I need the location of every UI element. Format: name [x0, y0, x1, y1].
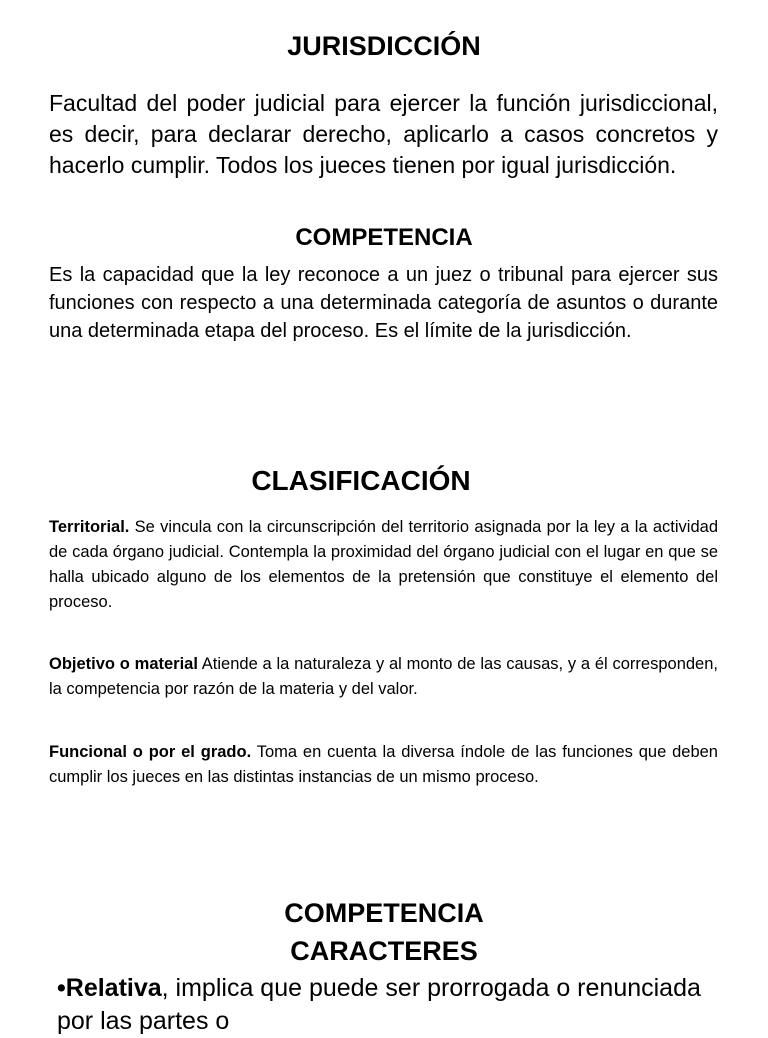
competencia-definition: Es la capacidad que la ley reconoce a un juez o tribunal para ejercer sus funciones con respecto a una determinada categoría de asuntos o durante una determinada etapa del proceso. Es el límite de la jurisdicción.	[49, 264, 718, 342]
caracteres-list	[57, 972, 737, 1038]
jurisdiccion-title: JURISDICCIÓN	[287, 31, 481, 61]
clasificacion-item-objetivo	[49, 652, 718, 702]
caracteres-item-relativa	[57, 972, 737, 1038]
competencia-title: COMPETENCIA	[295, 224, 473, 251]
clasificacion-item-term: Territorial.	[49, 518, 130, 536]
caracteres-title-line2: CARACTERES	[290, 936, 478, 966]
jurisdiccion-definition: Facultad del poder judicial para ejercer la función jurisdiccional, es decir, para declarar derecho, aplicarlo a casos concretos y hacerlo cumplir. Todos los jueces tienen por igual jurisdicción.	[49, 90, 718, 178]
clasificacion-item-territorial	[49, 515, 718, 615]
clasificacion-item-term: Objetivo o material	[49, 655, 198, 673]
caracteres-title-line1: COMPETENCIA	[284, 898, 484, 928]
clasificacion-item-text: Toma en cuenta la diversa índole de las funciones que deben cumplir los jueces en las distintas instancias de un mismo proceso.	[49, 743, 718, 786]
clasificacion-item-text: Atiende a la naturaleza y al monto de las causas, y a él corresponden, la competencia por razón de la materia y del valor.	[49, 655, 718, 698]
caracteres-item-term: Relativa	[65, 974, 162, 1002]
clasificacion-item-text: Se vincula con la circunscripción del territorio asignada por la ley a la actividad de cada órgano judicial. Contempla la proximidad del órgano judicial con el lugar en que se halla ubicado alguno de los elementos de la pretensión que constituye el elemento del proceso.	[49, 518, 718, 611]
caracteres-item-text: , implica que puede ser prorrogada o renunciada por las partes o	[57, 974, 701, 1035]
clasificacion-item-funcional	[49, 740, 718, 790]
bullet-icon: •	[57, 974, 66, 1002]
clasificacion-title: CLASIFICACIÓN	[251, 465, 471, 496]
clasificacion-item-term: Funcional o por el grado.	[49, 743, 252, 761]
caracteres-title	[0, 894, 768, 970]
